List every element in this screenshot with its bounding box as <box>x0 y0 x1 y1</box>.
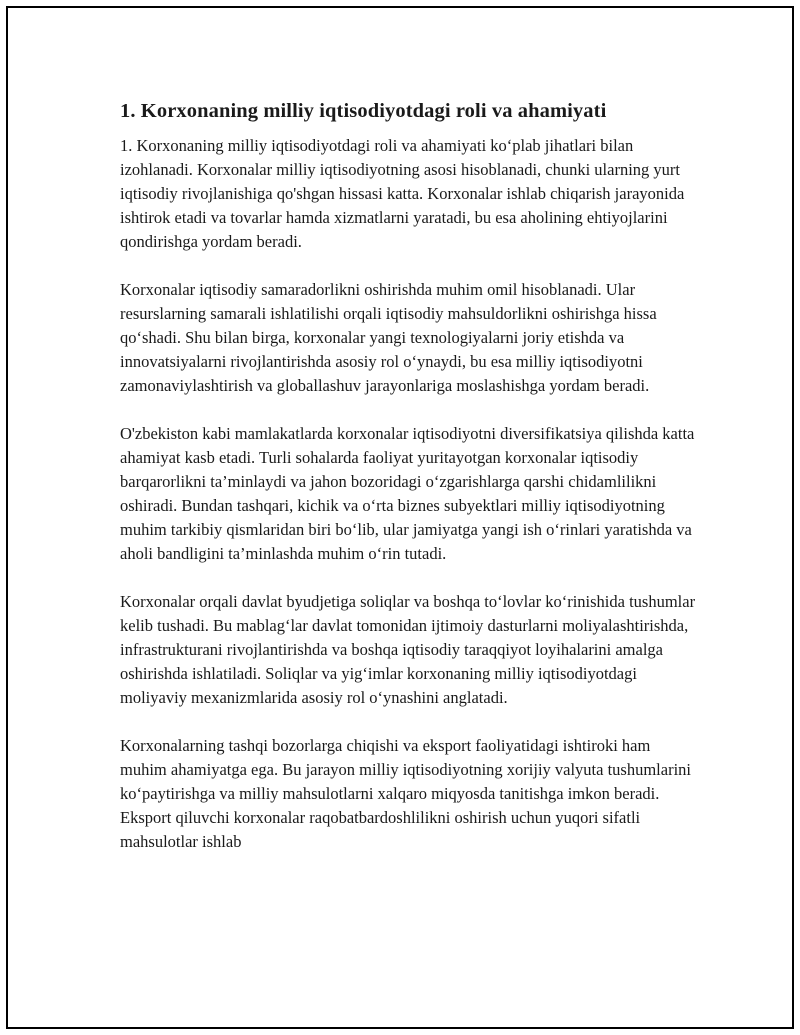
document-body <box>120 98 700 878</box>
paragraph-4: Korxonalar orqali davlat byudjetiga soliqlar va boshqa to‘lovlar ko‘rinishida tushumlar kelib tushadi. Bu mablag‘lar davlat tomonidan ijtimoiy dasturlarni moliyalashtirishda, infrastrukturani rivojlantirishda va boshqa iqtisodiy taraqqiyot loyihalarini amalga oshirishda ishlatiladi. Soliqlar va yig‘imlar korxonaning milliy iqtisodiyotdagi moliyaviy mexanizmlarida asosiy rol o‘ynashini anglatadi. <box>120 592 696 707</box>
paragraph-5: Korxonalarning tashqi bozorlarga chiqishi va eksport faoliyatidagi ishtiroki ham muhim ahamiyatga ega. Bu jarayon milliy iqtisodiyotning xorijiy valyuta tushumlarini ko‘paytirishga va milliy mahsulotlarni xalqaro miqyosda tanitishga imkon beradi. Eksport qiluvchi korxonalar raqobatbardoshlilikni oshirish uchun yuqori sifatli mahsulotlar ishlab <box>120 736 691 851</box>
paragraph-1: 1. Korxonaning milliy iqtisodiyotdagi roli va ahamiyati ko‘plab jihatlari bilan izohlanadi. Korxonalar milliy iqtisodiyotning asosi hisoblanadi, chunki ularning yurt iqtisodiy rivojlanishiga qo'shgan hissasi katta. Korxonalar ishlab chiqarish jarayonida ishtirok etadi va tovarlar hamda xizmatlarni yaratadi, bu esa aholining ehtiyojlarini qondirishga yordam beradi. <box>120 136 685 251</box>
document-title: 1. Korxonaning milliy iqtisodiyotdagi roli va ahamiyati <box>120 100 607 122</box>
document-page <box>6 6 794 1029</box>
paragraph-2: Korxonalar iqtisodiy samaradorlikni oshirishda muhim omil hisoblanadi. Ular resurslarning samarali ishlatilishi orqali iqtisodiy mahsuldorlikni oshirishga hissa qo‘shadi. Shu bilan birga, korxonalar yangi texnologiyalarni joriy etishda va innovatsiyalarni rivojlantirishda asosiy rol o‘ynaydi, bu esa milliy iqtisodiyotni zamonaviylashtirish va globallashuv jarayonlariga moslashishga yordam beradi. <box>120 280 657 395</box>
paragraph-3: O'zbekiston kabi mamlakatlarda korxonalar iqtisodiyotni diversifikatsiya qilishda katta ahamiyat kasb etadi. Turli sohalarda faoliyat yuritayotgan korxonalar iqtisodiy barqarorlikni ta’minlaydi va jahon bozoridagi o‘zgarishlarga qarshi chidamlilikni oshiradi. Bundan tashqari, kichik va o‘rta biznes subyektlari milliy iqtisodiyotning muhim tarkibiy qismlaridan biri bo‘lib, ular jamiyatga yangi ish o‘rinlari yaratishda va aholi bandligini ta’minlashda muhim o‘rin tutadi. <box>120 424 695 563</box>
